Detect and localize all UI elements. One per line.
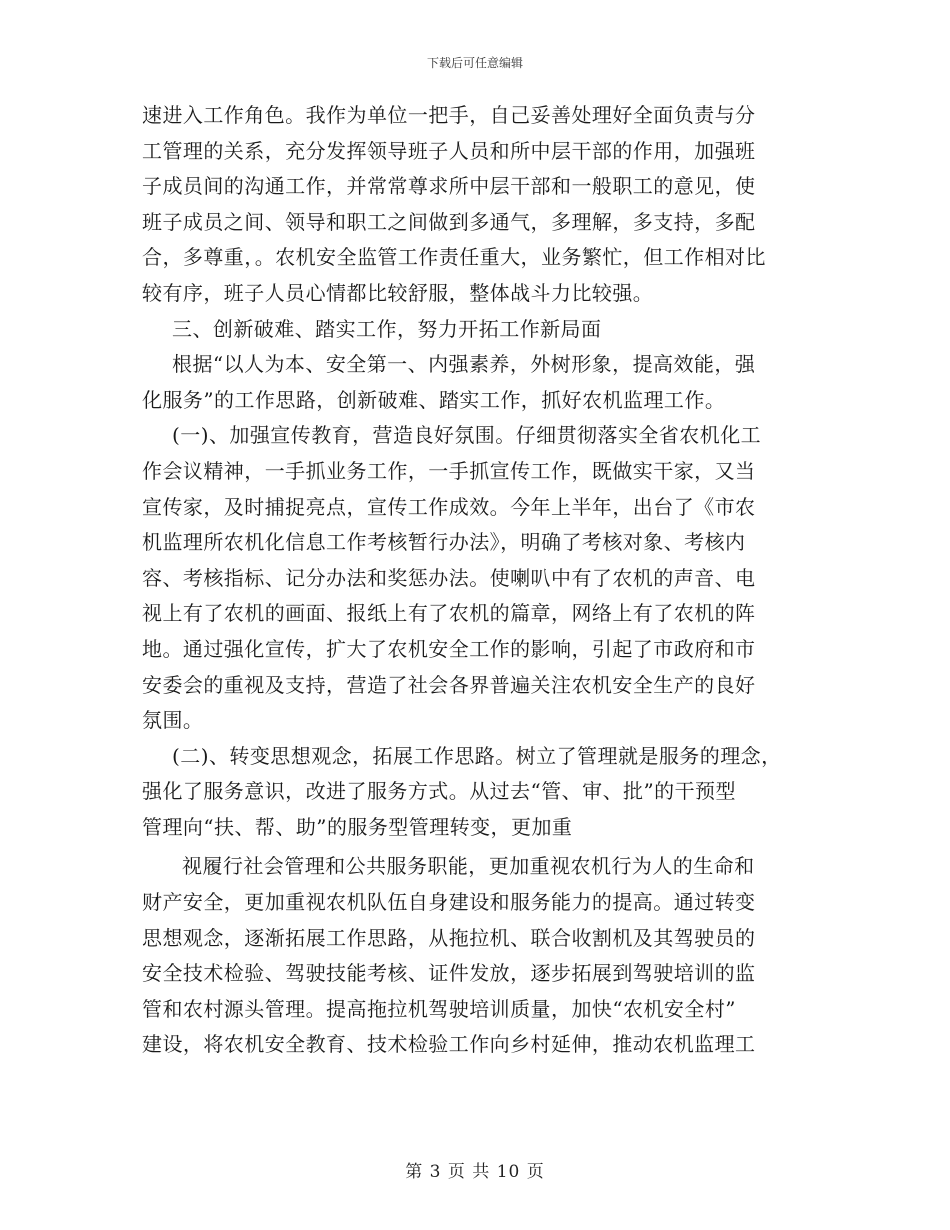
subsection-line: (二)、转变思想观念，拓展工作思路。树立了管理就是服务的理念，: [172, 743, 782, 768]
text-line: 管理向“扶、帮、助”的服务型管理转变，更加重: [142, 814, 573, 839]
document-body: [142, 98, 802, 1063]
text-line: 视履行社会管理和公共服务职能，更加重视农机行为人的生命和: [182, 854, 755, 879]
text-line: 合，多尊重，。农机安全监管工作责任重大，业务繁忙，但工作相对比: [142, 245, 766, 270]
text-line: 较有序，班子人员心情都比较舒服，整体战斗力比较强。: [142, 280, 654, 305]
text-line: 建设，将农机安全教育、技术检验工作向乡村延伸，推动农机监理工: [142, 1032, 756, 1057]
text-line: 宣传家，及时捕捉亮点，宣传工作成效。今年上半年，出台了《市农: [142, 494, 756, 519]
text-line: 子成员间的沟通工作，并常常尊求所中层干部和一般职工的意见，使: [142, 174, 756, 199]
subsection-line: (一)、加强宣传教育，营造良好氛围。仔细贯彻落实全省农机化工: [172, 423, 762, 448]
text-line: 机监理所农机化信息工作考核暂行办法》，明确了考核对象、考核内: [142, 530, 746, 555]
text-line: 班子成员之间、领导和职工之间做到多通气，多理解，多支持，多配: [142, 209, 756, 234]
section-heading: 三、创新破难、踏实工作，努力开拓工作新局面: [172, 316, 602, 341]
page-footer: 第 3 页 共 10 页: [405, 1162, 545, 1182]
text-line: 管和农村源头管理。提高拖拉机驾驶培训质量，加快“农机安全村”: [142, 996, 736, 1021]
text-line: 工管理的关系，充分发挥领导班子人员和所中层干部的作用，加强班: [142, 138, 756, 163]
text-line: 化服务”的工作思路，创新破难、踏实工作，抓好农机监理工作。: [142, 387, 726, 412]
text-line: 安全技术检验、驾驶技能考核、证件发放，逐步拓展到驾驶培训的监: [142, 961, 756, 986]
text-line: 容、考核指标、记分办法和奖惩办法。使喇叭中有了农机的声音、电: [142, 565, 756, 590]
text-line: 视上有了农机的画面、报纸上有了农机的篇章，网络上有了农机的阵: [142, 601, 756, 626]
text-line: 财产安全，更加重视农机队伍自身建设和服务能力的提高。通过转变: [142, 890, 756, 915]
text-line: 强化了服务意识，改进了服务方式。从过去“管、审、批”的干预型: [142, 779, 736, 804]
page-header: 下载后可任意编辑: [426, 56, 523, 70]
text-line: 思想观念，逐渐拓展工作思路，从拖拉机、联合收割机及其驾驶员的: [142, 925, 756, 950]
text-line: 氛围。: [142, 708, 204, 733]
text-line: 根据“以人为本、安全第一、内强素养，外树形象，提高效能，强: [172, 352, 756, 377]
text-line: 速进入工作角色。我作为单位一把手，自己妥善处理好全面负责与分: [142, 103, 756, 127]
text-line: 作会议精神，一手抓业务工作，一手抓宣传工作，既做实干家，又当: [142, 458, 756, 483]
text-line: 安委会的重视及支持，营造了社会各界普遍关注农机安全生产的良好: [142, 672, 756, 697]
text-line: 地。通过强化宣传，扩大了农机安全工作的影响，引起了市政府和市: [142, 636, 756, 661]
